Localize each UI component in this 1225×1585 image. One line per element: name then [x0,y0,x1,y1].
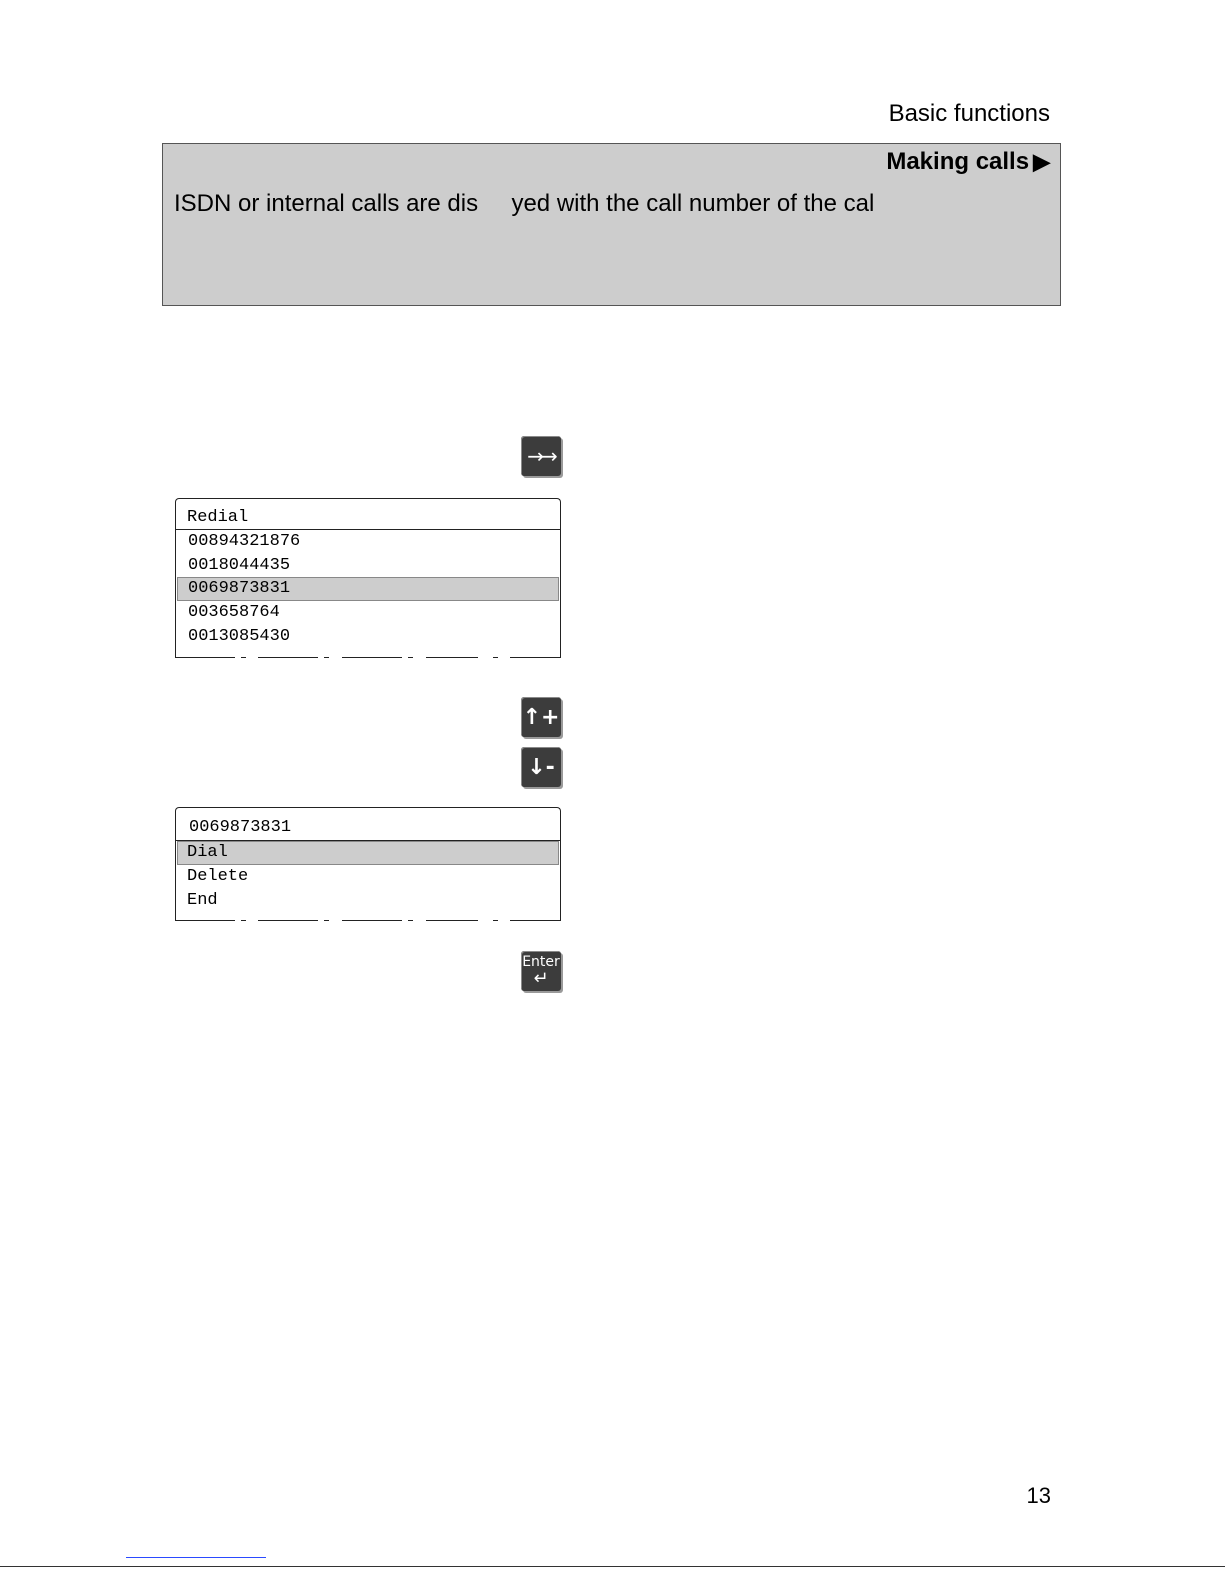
menu-option-delete[interactable]: Delete [187,867,249,886]
redial-number-row[interactable]: 00894321876 [188,532,301,551]
note-box-title-text: Making calls [886,148,1030,175]
down-minus-key-icon[interactable]: ↓- [521,747,561,787]
redial-number-row[interactable]: 0018044435 [188,555,291,575]
note-box [162,143,1061,306]
menu-option-dial[interactable]: Dial [177,841,559,865]
redial-number-row-selected[interactable]: 0069873831 [177,577,559,601]
menu-option-end[interactable]: End [187,890,218,910]
page-divider [0,1566,1225,1567]
page-number: 13 [1026,1483,1051,1508]
redial-number-row[interactable]: 0013085430 [188,626,291,646]
note-box-text: ISDN or internal calls are dis yed with the call number of the cal [174,190,875,217]
section-header: Basic functions [888,100,1050,127]
softkey-bar [175,920,561,924]
action-display-number: 0069873831 [176,808,560,841]
softkey-bar [175,657,561,661]
enter-key-icon[interactable] [521,951,561,991]
up-plus-key-icon[interactable]: ↑+ [521,697,561,737]
forward-key-icon[interactable]: →→ [521,436,561,476]
enter-key-label: Enter [522,953,560,970]
action-display [175,807,561,921]
redial-display [175,498,561,658]
redial-number-row[interactable]: 003658764 [188,603,280,622]
footer-link-underline [126,1557,266,1558]
triangle-right-icon: ▶ [1033,149,1050,174]
redial-display-title: Redial [176,499,560,530]
return-arrow-icon: ↵ [533,967,549,989]
note-box-title [886,148,1050,176]
